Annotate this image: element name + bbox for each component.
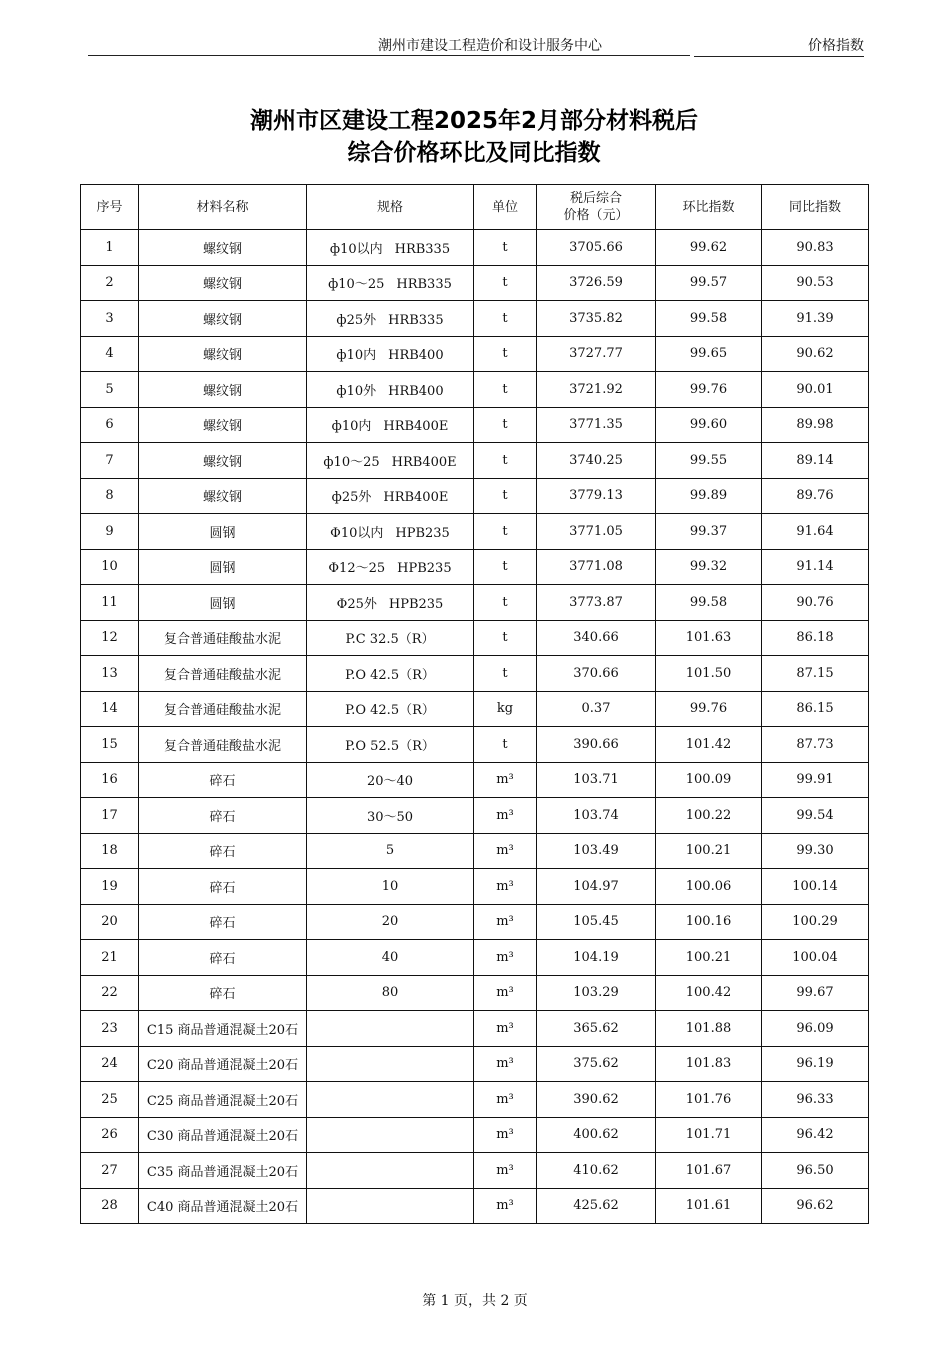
cell-yoy: 99.30 (762, 833, 869, 869)
cell-yoy: 87.73 (762, 727, 869, 763)
cell-spec (307, 407, 474, 443)
cell-price: 370.66 (537, 656, 656, 692)
cell-no: 10 (81, 549, 139, 585)
cell-spec (307, 1153, 474, 1189)
cell-spec (307, 514, 474, 550)
cell-mom: 100.42 (656, 975, 762, 1011)
spec-grade: HRB400 (388, 348, 444, 364)
cell-unit: m³ (474, 1046, 537, 1082)
cell-no: 16 (81, 762, 139, 798)
cell-unit: t (474, 336, 537, 372)
spec-grade: HRB400E (383, 419, 449, 435)
cell-yoy: 96.42 (762, 1117, 869, 1153)
cell-price: 410.62 (537, 1153, 656, 1189)
col-header-unit: 单位 (474, 185, 537, 230)
cell-mom: 99.55 (656, 443, 762, 479)
spec-primary: ф10外 (336, 383, 377, 399)
cell-mom: 99.58 (656, 585, 762, 621)
cell-name: C35 商品普通混凝土20石 (139, 1153, 307, 1189)
spec-grade: HRB400 (388, 383, 444, 399)
cell-name: 复合普通硅酸盐水泥 (139, 691, 307, 727)
spec-primary: ф25外 (336, 312, 377, 328)
cell-spec (307, 372, 474, 408)
cell-yoy: 87.15 (762, 656, 869, 692)
cell-unit: t (474, 372, 537, 408)
cell-spec (307, 265, 474, 301)
table-row (81, 1188, 869, 1224)
cell-mom: 100.21 (656, 833, 762, 869)
cell-no: 18 (81, 833, 139, 869)
cell-mom: 99.76 (656, 372, 762, 408)
cell-price: 390.62 (537, 1082, 656, 1118)
col-header-price: 税后综合 价格（元） (537, 185, 656, 230)
cell-no: 13 (81, 656, 139, 692)
cell-mom: 101.63 (656, 620, 762, 656)
cell-price: 3773.87 (537, 585, 656, 621)
cell-spec (307, 585, 474, 621)
cell-spec (307, 230, 474, 266)
spec-primary: Φ10以内 (330, 525, 384, 541)
cell-no: 1 (81, 230, 139, 266)
table-row (81, 975, 869, 1011)
cell-no: 15 (81, 727, 139, 763)
cell-price: 365.62 (537, 1011, 656, 1047)
cell-yoy: 100.14 (762, 869, 869, 905)
cell-mom: 100.06 (656, 869, 762, 905)
cell-price: 340.66 (537, 620, 656, 656)
table-row (81, 301, 869, 337)
cell-name: 复合普通硅酸盐水泥 (139, 620, 307, 656)
cell-name: 碎石 (139, 833, 307, 869)
cell-mom: 101.42 (656, 727, 762, 763)
cell-unit: m³ (474, 1011, 537, 1047)
cell-no: 25 (81, 1082, 139, 1118)
cell-yoy: 89.98 (762, 407, 869, 443)
cell-yoy: 99.67 (762, 975, 869, 1011)
cell-name: 螺纹钢 (139, 372, 307, 408)
col-header-spec: 规格 (307, 185, 474, 230)
page-title (80, 105, 868, 169)
cell-name: 螺纹钢 (139, 407, 307, 443)
cell-yoy: 96.62 (762, 1188, 869, 1224)
cell-spec (307, 691, 474, 727)
cell-unit: m³ (474, 1082, 537, 1118)
table-row (81, 904, 869, 940)
cell-mom: 100.09 (656, 762, 762, 798)
cell-no: 20 (81, 904, 139, 940)
cell-unit: m³ (474, 975, 537, 1011)
cell-price: 3735.82 (537, 301, 656, 337)
spec-primary: ф10以内 (329, 241, 383, 257)
spec-primary: Φ25外 (336, 596, 377, 612)
cell-name: 复合普通硅酸盐水泥 (139, 656, 307, 692)
cell-yoy: 90.62 (762, 336, 869, 372)
cell-no: 24 (81, 1046, 139, 1082)
cell-name: 碎石 (139, 940, 307, 976)
cell-mom: 99.76 (656, 691, 762, 727)
cell-name: 碎石 (139, 904, 307, 940)
spec-primary: 10 (381, 878, 399, 894)
spec-primary: ф10～25 (328, 277, 385, 293)
table-row (81, 549, 869, 585)
title-line-2: 综合价格环比及同比指数 (347, 140, 601, 166)
cell-spec (307, 1117, 474, 1153)
cell-name: 螺纹钢 (139, 265, 307, 301)
table-row (81, 691, 869, 727)
cell-spec (307, 762, 474, 798)
cell-yoy: 91.64 (762, 514, 869, 550)
cell-mom: 101.61 (656, 1188, 762, 1224)
cell-price: 3779.13 (537, 478, 656, 514)
cell-unit: m³ (474, 1188, 537, 1224)
table-row (81, 798, 869, 834)
header-org: 潮州市建设工程造价和设计服务中心 (88, 36, 690, 56)
cell-no: 12 (81, 620, 139, 656)
cell-unit: m³ (474, 798, 537, 834)
cell-unit: t (474, 407, 537, 443)
spec-primary: P.C 32.5（R） (345, 632, 435, 648)
cell-name: 圆钢 (139, 585, 307, 621)
cell-price: 375.62 (537, 1046, 656, 1082)
cell-no: 6 (81, 407, 139, 443)
cell-unit: m³ (474, 869, 537, 905)
table-row (81, 372, 869, 408)
cell-yoy: 91.14 (762, 549, 869, 585)
table-row (81, 620, 869, 656)
cell-price: 103.49 (537, 833, 656, 869)
cell-price: 105.45 (537, 904, 656, 940)
cell-yoy: 90.76 (762, 585, 869, 621)
spec-grade: HRB335 (394, 241, 451, 257)
spec-primary: P.O 52.5（R） (345, 738, 435, 754)
cell-mom: 99.89 (656, 478, 762, 514)
table-row (81, 940, 869, 976)
cell-spec (307, 940, 474, 976)
table-row (81, 1082, 869, 1118)
spec-primary: 40 (381, 949, 399, 965)
cell-name: 碎石 (139, 798, 307, 834)
cell-mom: 101.67 (656, 1153, 762, 1189)
table-row (81, 1011, 869, 1047)
table-row (81, 514, 869, 550)
cell-no: 5 (81, 372, 139, 408)
cell-spec (307, 1082, 474, 1118)
cell-yoy: 90.01 (762, 372, 869, 408)
cell-price: 3740.25 (537, 443, 656, 479)
cell-mom: 99.62 (656, 230, 762, 266)
cell-name: 螺纹钢 (139, 443, 307, 479)
cell-yoy: 89.14 (762, 443, 869, 479)
col-header-no: 序号 (81, 185, 139, 230)
cell-unit: m³ (474, 904, 537, 940)
cell-no: 27 (81, 1153, 139, 1189)
cell-no: 22 (81, 975, 139, 1011)
page-footer: 第 1 页，共 2 页 (422, 1293, 528, 1309)
cell-price: 400.62 (537, 1117, 656, 1153)
table-row (81, 727, 869, 763)
cell-spec (307, 336, 474, 372)
cell-mom: 99.65 (656, 336, 762, 372)
cell-yoy: 96.33 (762, 1082, 869, 1118)
cell-spec (307, 904, 474, 940)
cell-name: 碎石 (139, 975, 307, 1011)
cell-price: 3727.77 (537, 336, 656, 372)
table-row (81, 230, 869, 266)
cell-mom: 101.71 (656, 1117, 762, 1153)
cell-mom: 99.60 (656, 407, 762, 443)
cell-yoy: 96.19 (762, 1046, 869, 1082)
cell-unit: t (474, 585, 537, 621)
spec-grade: HRB400E (391, 454, 457, 470)
cell-yoy: 89.76 (762, 478, 869, 514)
spec-primary: 20 (381, 914, 399, 930)
cell-price: 3771.35 (537, 407, 656, 443)
cell-yoy: 86.18 (762, 620, 869, 656)
cell-no: 28 (81, 1188, 139, 1224)
cell-name: 螺纹钢 (139, 230, 307, 266)
cell-name: C15 商品普通混凝土20石 (139, 1011, 307, 1047)
spec-grade: HRB400E (383, 490, 449, 506)
cell-price: 103.71 (537, 762, 656, 798)
price-index-table (80, 184, 869, 1224)
cell-spec (307, 301, 474, 337)
cell-price: 425.62 (537, 1188, 656, 1224)
cell-mom: 101.83 (656, 1046, 762, 1082)
cell-no: 9 (81, 514, 139, 550)
cell-price: 390.66 (537, 727, 656, 763)
cell-yoy: 90.53 (762, 265, 869, 301)
col-header-name: 材料名称 (139, 185, 307, 230)
spec-grade: HRB335 (388, 312, 444, 328)
cell-price: 3771.08 (537, 549, 656, 585)
spec-primary: P.O 42.5（R） (345, 703, 435, 719)
cell-price: 103.74 (537, 798, 656, 834)
cell-unit: t (474, 656, 537, 692)
table-row (81, 833, 869, 869)
cell-spec (307, 549, 474, 585)
table-row (81, 869, 869, 905)
cell-name: 螺纹钢 (139, 336, 307, 372)
cell-mom: 99.32 (656, 549, 762, 585)
cell-unit: t (474, 727, 537, 763)
cell-name: C20 商品普通混凝土20石 (139, 1046, 307, 1082)
cell-price: 3721.92 (537, 372, 656, 408)
cell-unit: t (474, 265, 537, 301)
cell-mom: 99.57 (656, 265, 762, 301)
cell-yoy: 91.39 (762, 301, 869, 337)
table-row (81, 1153, 869, 1189)
cell-mom: 100.21 (656, 940, 762, 976)
cell-spec (307, 798, 474, 834)
cell-mom: 100.22 (656, 798, 762, 834)
cell-spec (307, 1011, 474, 1047)
cell-unit: t (474, 230, 537, 266)
cell-yoy: 90.83 (762, 230, 869, 266)
cell-price: 103.29 (537, 975, 656, 1011)
cell-price: 3705.66 (537, 230, 656, 266)
header-category: 价格指数 (694, 36, 864, 57)
spec-grade: HRB335 (396, 277, 452, 293)
cell-name: 圆钢 (139, 549, 307, 585)
cell-no: 19 (81, 869, 139, 905)
spec-primary: P.O 42.5（R） (345, 667, 435, 683)
cell-name: 复合普通硅酸盐水泥 (139, 727, 307, 763)
spec-primary: 5 (385, 843, 395, 859)
cell-yoy: 86.15 (762, 691, 869, 727)
cell-yoy: 96.50 (762, 1153, 869, 1189)
cell-no: 26 (81, 1117, 139, 1153)
cell-price: 104.97 (537, 869, 656, 905)
cell-unit: m³ (474, 940, 537, 976)
cell-no: 11 (81, 585, 139, 621)
table-row (81, 407, 869, 443)
cell-mom: 101.88 (656, 1011, 762, 1047)
title-line-1: 潮州市区建设工程2025年2月部分材料税后 (249, 108, 699, 134)
cell-mom: 101.50 (656, 656, 762, 692)
cell-unit: t (474, 478, 537, 514)
cell-no: 23 (81, 1011, 139, 1047)
spec-primary: ф10内 (336, 348, 377, 364)
cell-name: 碎石 (139, 762, 307, 798)
cell-spec (307, 656, 474, 692)
cell-spec (307, 478, 474, 514)
spec-primary: ф25外 (331, 490, 372, 506)
cell-yoy: 100.04 (762, 940, 869, 976)
cell-mom: 99.58 (656, 301, 762, 337)
table-row (81, 656, 869, 692)
cell-spec (307, 443, 474, 479)
cell-spec (307, 975, 474, 1011)
cell-unit: t (474, 620, 537, 656)
cell-unit: t (474, 549, 537, 585)
cell-spec (307, 869, 474, 905)
cell-mom: 101.76 (656, 1082, 762, 1118)
table-row (81, 443, 869, 479)
cell-mom: 100.16 (656, 904, 762, 940)
cell-spec (307, 620, 474, 656)
cell-yoy: 100.29 (762, 904, 869, 940)
cell-price: 104.19 (537, 940, 656, 976)
cell-unit: m³ (474, 1153, 537, 1189)
cell-spec (307, 1188, 474, 1224)
cell-no: 17 (81, 798, 139, 834)
cell-name: 圆钢 (139, 514, 307, 550)
cell-no: 4 (81, 336, 139, 372)
table-row (81, 265, 869, 301)
table-row (81, 1046, 869, 1082)
table-row (81, 762, 869, 798)
cell-name: C30 商品普通混凝土20石 (139, 1117, 307, 1153)
spec-grade: HPB235 (395, 525, 450, 541)
cell-unit: t (474, 514, 537, 550)
cell-unit: t (474, 443, 537, 479)
table-row (81, 336, 869, 372)
cell-price: 3771.05 (537, 514, 656, 550)
cell-no: 21 (81, 940, 139, 976)
spec-grade: HPB235 (388, 596, 444, 612)
cell-unit: t (474, 301, 537, 337)
cell-no: 2 (81, 265, 139, 301)
cell-spec (307, 1046, 474, 1082)
cell-price: 0.37 (537, 691, 656, 727)
cell-mom: 99.37 (656, 514, 762, 550)
cell-unit: m³ (474, 833, 537, 869)
cell-name: C40 商品普通混凝土20石 (139, 1188, 307, 1224)
cell-unit: m³ (474, 762, 537, 798)
col-header-mom: 环比指数 (656, 185, 762, 230)
table-header-row (81, 185, 869, 230)
cell-unit: m³ (474, 1117, 537, 1153)
cell-yoy: 99.54 (762, 798, 869, 834)
cell-name: 螺纹钢 (139, 301, 307, 337)
cell-unit: kg (474, 691, 537, 727)
cell-spec (307, 833, 474, 869)
spec-grade: HPB235 (397, 561, 452, 577)
cell-price: 3726.59 (537, 265, 656, 301)
cell-no: 8 (81, 478, 139, 514)
spec-primary: Φ12～25 (328, 561, 386, 577)
col-header-yoy: 同比指数 (762, 185, 869, 230)
cell-no: 7 (81, 443, 139, 479)
cell-name: 碎石 (139, 869, 307, 905)
cell-name: 螺纹钢 (139, 478, 307, 514)
spec-primary: 20～40 (366, 774, 414, 790)
spec-primary: 30～50 (366, 809, 414, 825)
cell-yoy: 99.91 (762, 762, 869, 798)
cell-yoy: 96.09 (762, 1011, 869, 1047)
table-row (81, 478, 869, 514)
spec-primary: ф10～25 (323, 454, 380, 470)
table-row (81, 585, 869, 621)
table-row (81, 1117, 869, 1153)
cell-no: 3 (81, 301, 139, 337)
cell-no: 14 (81, 691, 139, 727)
cell-spec (307, 727, 474, 763)
spec-primary: ф10内 (331, 419, 372, 435)
spec-primary: 80 (381, 985, 399, 1001)
cell-name: C25 商品普通混凝土20石 (139, 1082, 307, 1118)
